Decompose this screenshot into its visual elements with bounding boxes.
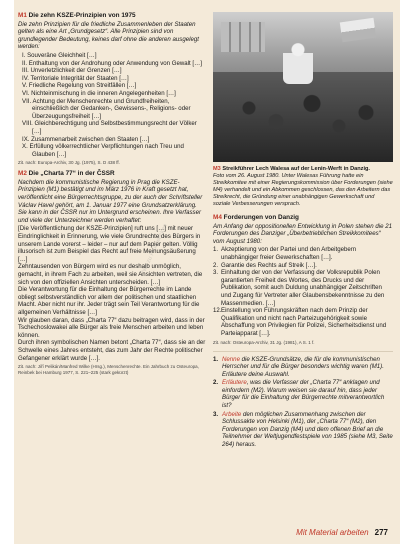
- list-item: IV. Territoriale Integrität der Staaten […]: [22, 74, 129, 82]
- list-item: IX. Zusammenarbeit zwischen den Staaten […]: [22, 135, 150, 143]
- m1-citation: Zit. nach: Europa-Archiv, 30 Jg. (1975), S. D 438 ff.: [18, 160, 120, 166]
- list-item: VII. Achtung der Menschenrechte und Grundfreiheiten, einschließlich der Gedanken-, Gewissens-, Religions- oder Überzeugungsfreiheit […]: [22, 97, 191, 120]
- m4-heading: M4 Forderungen von Danzig: [213, 214, 299, 221]
- list-item: V. Friedliche Regelung von Streitfällen […]: [22, 82, 137, 90]
- m2-paragraph: Wir glauben daran, dass „Charta 77“ dazu beitragen wird, dass in der Tschechoslowakei alle Bürger als freie Menschen arbeiten und leben können.: [18, 316, 205, 339]
- footer-section-label: Mit Material arbeiten: [296, 528, 369, 537]
- photo-window-detail: [221, 22, 265, 52]
- tasks-list: [213, 356, 393, 449]
- task-item: 3. Arbeite den möglichen Zusammenhang zwischen der Schlussakte von Helsinki (M1), der „Charta 77“ (M2), den Forderungen von Danzig (M4) und dem offenen Brief an die Teilnehmer der Weltjugendfestspiele von 1985 (siehe M3, Seite 264) heraus.: [213, 410, 393, 449]
- m2-paragraph: [Die Veröffentlichung der KSZE-Prinzipien] ruft uns […] mit neuer Eindringlichkeit in Erinnerung, wie viele Grundrechte des Bürgers in unserem Lande vorerst – leider – nur auf dem Papier gelten. Völlig illusorisch ist zum Beispiel das Recht auf freie Meinungsäußerung […]: [18, 225, 201, 263]
- page-margin: [0, 0, 14, 544]
- m2-paragraph: Die Verantwortung für die Einhaltung der Bürgerrechte im Lande obliegt selbstverständlich vor allem der politischen und staatlichen Macht. Aber nicht nur ihr. Jeder trägt sein Teil Verantwortung für die allgemeinen Verhältnisse […]: [18, 286, 200, 316]
- page-number: 277: [374, 528, 388, 537]
- walesa-photo: [213, 12, 393, 162]
- tasks-divider: [213, 351, 393, 352]
- m2-paragraph: Durch ihren symbolischen Namen betont „Charta 77“, dass sie an der Schwelle eines Jahres entsteht, das zum Jahr der Rechte politischer Gefangener erklärt wurde […].: [18, 339, 206, 362]
- m1-heading: M1 Die zehn KSZE-Prinzipien von 1975: [18, 12, 136, 19]
- list-item: I. Souveräne Gleichheit […]: [22, 51, 97, 59]
- left-column: [18, 12, 206, 380]
- m2-paragraph: Zehntausenden von Bürgern wird es nur deshalb unmöglich, gemacht, in ihrem Fach zu arbeiten, weil sie Ansichten vertreten, die sich von den offiziellen Ansichten unterscheiden. […]: [18, 263, 203, 286]
- m1-principles-list: [18, 52, 206, 158]
- list-item: III. Unverletzlichkeit der Grenzen […]: [22, 67, 122, 75]
- m1-intro: Die zehn Prinzipien für die friedliche Zusammenleben der Staaten gelten als eine Art „Grundgesetz“. Alle Prinzipien sind von grundlegender Bedeutung, keines darf ohne die anderen ausgelegt werden:: [18, 20, 199, 51]
- list-item: 1. Akzeptierung von der Partei und den Arbeitgebern unabhängiger freier Gewerkschaften […].: [213, 246, 357, 261]
- list-item: 3. Einhaltung der von der Verfassung der Volksrepublik Polen garantierten Freiheit des Wortes, des Drucks und der Publikation, somit auch Duldung unabhängiger Zeitschriften und Zugang für Vertreter aller Glaubensbekenntnisse zu den Massenmedien. […]: [213, 269, 385, 307]
- photo-caption-title: M3 Streikführer Lech Walesa auf der Lenin-Werft in Danzig.: [213, 166, 370, 172]
- m2-intro: Nachdem die kommunistische Regierung in Prag die KSZE-Prinzipien (M1) bestätigt und im März 1976 in Kraft gesetzt hat, veröffentlicht eine Bürgerrechtsgruppe, zu der auch der Schriftsteller Václav Havel gehört, am 1. Januar 1977 eine Grundsatzerklärung. Sie kann in der ČSSR nur im Untergrund erscheinen. Ihre Verfasser und viele der Unterzeichner werden verhaftet:: [18, 178, 203, 224]
- m2-heading: M2 Die „Charta 77“ in der ČSSR: [18, 170, 115, 178]
- right-column: [213, 12, 393, 450]
- list-item: VI. Nichteinmischung in die inneren Angelegenheiten […]: [22, 89, 176, 97]
- photo-caption-text: Foto vom 26. August 1980. Unter Walesas Führung hatte ein Streikkomitee mit einer Regierungskommission über Forderungen (siehe M4) verhandelt und ein Abkommen geschlossen, das den Arbeitern das Streikrecht, die Gründung einer unabhängigen Gewerkschaft und soziale Verbesserungen versprach.: [213, 173, 393, 207]
- list-item: VIII. Gleichberechtigung und Selbstbestimmungsrecht der Völker […]: [22, 120, 197, 135]
- list-item: 12.Einstellung von Führungskräften nach dem Prinzip der Qualifikation und nicht nach Parteizugehörigkeit sowie Abschaffung von Privilegien für Polizei, Sicherheitsdienst und Parteiapparat […].: [213, 307, 387, 337]
- list-item: II. Enthaltung von der Androhung oder Anwendung von Gewalt […]: [22, 59, 202, 67]
- m4-citation: Zit. nach: Osteuropa-Archiv, 31 Jg. (1981), A S. 1 f.: [213, 339, 315, 345]
- task-item: 1. Nenne die KSZE-Grundsätze, die für die kommunistischen Herrscher und für die Bürger besonders wichtig waren (M1). Erläutere deine Auswahl.: [213, 355, 384, 378]
- photo-flag-detail: [340, 18, 376, 43]
- task-item: 2. Erläutere, was die Verfasser der „Charta 77“ anklagen und einfordern (M2). Warum weisen sie darauf hin, dass jeder Bürger für die Einhaltung der Bürgerrechte mitverantwortlich ist?: [213, 379, 385, 410]
- m4-intro: Am Anfang der oppositionellen Entwicklung in Polen stehen die 21 Forderungen des Danziger „Überbetrieblichen Streikkomitees“ vom August 1980:: [213, 222, 392, 245]
- photo-speaker-figure: [283, 40, 313, 84]
- list-item: X. Erfüllung völkerrechtlicher Verpflichtungen nach Treu und Glauben […]: [22, 143, 184, 158]
- m2-citation: Zit. nach: Jiří Pelikán/Manfred Wilke (Hrsg.), Menschenrechte. Ein Jahrbuch zu Osteuropa, Reinbek bei Hamburg 1977, S. 221–225 (stark gekürzt): [18, 364, 199, 376]
- review-watermark: Nur zu Prüfzwecken: [140, 223, 170, 275]
- page-footer: [296, 528, 388, 538]
- photo-crowd: [213, 72, 393, 162]
- list-item: 2. Garantie des Rechts auf Streik […].: [213, 261, 317, 269]
